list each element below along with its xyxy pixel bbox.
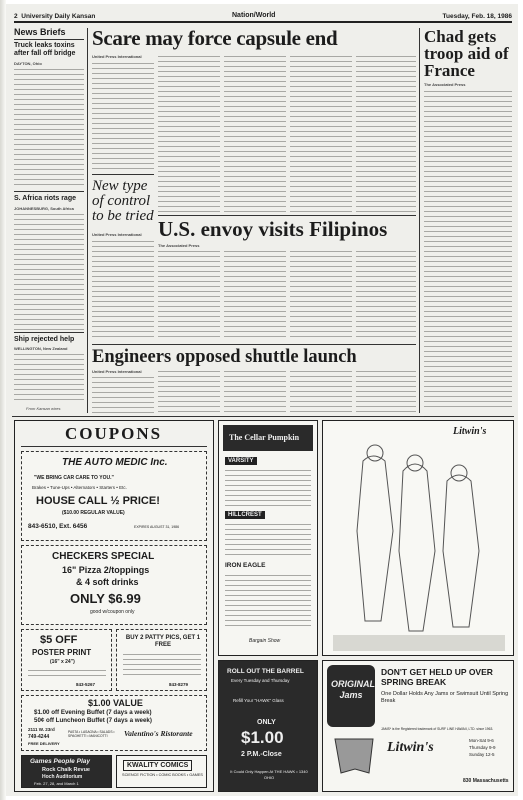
issue-date: Tuesday, Feb. 18, 1986 [442,13,512,20]
valentinos-extra: PASTA • LASAGNA • SALADS • SPAGHETTI • MANICOTTI [68,730,115,738]
swimsuit-illustration [325,733,385,789]
apparel-illustration [323,421,514,656]
auto-medic-price: ($10.00 REGULAR VALUE) [62,510,125,516]
brief-body-text [14,67,84,189]
bargain-show-label: Bargain Show [249,638,281,644]
barrel-title: ROLL OUT THE BARREL [227,668,304,675]
shuttle-body-column [92,375,154,413]
movie-listing-ad [218,420,318,656]
shuttle-body-column [290,369,352,413]
lead-body-column [158,54,220,212]
shuttle-headline: Engineers opposed shuttle launch [92,347,357,367]
auto-medic-name: THE AUTO MEDIC Inc. [62,457,168,468]
brief-headline: Truck leaks toxins after fall off bridge [14,42,76,57]
checkers-line1: 16" Pizza 2/toppings [62,565,150,575]
control-headline: New type of control to be tried [92,178,154,224]
buy2-coupon[interactable] [116,629,207,691]
paper-name: University Daily Kansan [21,13,96,20]
jams-sub: One Dollar Holds Any Jams or Swimsuit Until Spring Break [381,691,509,704]
chad-byline: The Associated Press [424,82,466,87]
games-ad [21,755,112,788]
valentinos-coupon[interactable] [21,695,207,751]
filipinos-body-column [224,249,286,341]
theater-name: VARSITY [225,457,257,465]
litwins-top-logo: Litwin's [453,426,487,437]
poster-price: $5 OFF [40,634,78,646]
control-body-text [92,239,154,341]
litwins-top-ad [322,420,514,656]
games-line2: Hoch Auditorium [42,774,83,780]
brief-headline: S. Africa riots rage [14,195,76,202]
buy2-title: BUY 2 PATTY PICS, GET 1 FREE [125,635,201,648]
poster-item: POSTER PRINT [32,648,92,657]
buy2-phone: 843-8279 [169,682,189,687]
cellar-pumpkin-banner [223,425,313,451]
chad-body-text [424,89,512,411]
page-header [14,10,512,23]
games-dates: Feb. 27, 28, and March 1 [34,781,79,786]
valentinos-line1: $1.00 off Evening Buffet (7 days a week) [34,709,152,716]
barrel-time: 2 P.M.-Close [241,751,282,758]
barrel-footer: It Could Only Happen At THE HAWK • 1340 OHIO [230,769,308,780]
brief-dateline: DAYTON, Ohio [14,61,42,66]
checkers-coupon[interactable] [21,545,207,625]
shuttle-body-column [356,369,416,413]
auto-medic-offer: HOUSE CALL ½ PRICE! [36,495,160,507]
filipinos-headline: U.S. envoy visits Filipinos [158,217,388,241]
lead-body-column [92,61,154,171]
auto-medic-expires: EXPIRES AUGUST 31, 1986 [134,525,180,529]
valentinos-note: FREE DELIVERY [28,741,60,746]
checkers-line2: & 4 soft drinks [76,577,139,587]
valentinos-title: $1.00 VALUE [88,698,143,708]
filipinos-body-column [356,249,416,341]
hawk-barrel-ad [218,660,318,792]
filipinos-body-column [158,249,220,341]
litwins-address: 830 Massachusetts [463,778,509,784]
valentinos-line2: 50¢ off Luncheon Buffet (7 days a week) [34,717,152,724]
lead-body-column [290,54,352,212]
chad-headline: Chad gets troop aid of France [424,27,509,80]
coupons-block [14,420,214,792]
litwins-hours: Sunday 12-5 [469,752,495,757]
checkers-title: CHECKERS SPECIAL [52,551,155,562]
barrel-item: Refill Your "HAWK" Glass [233,698,284,703]
theater-name: HILLCREST [225,511,265,519]
kwality-ad [116,755,207,788]
movie-title: IRON EAGLE [225,562,266,569]
poster-coupon[interactable] [21,629,112,691]
brief-dateline: JOHANNESBURG, South Africa [14,206,74,211]
kwality-sub: SCIENCE FICTION • COMIC BOOKS • GAMES [122,773,203,777]
shuttle-body-column [158,369,220,413]
news-briefs-column [14,28,84,413]
page-number: 2 [14,13,18,20]
lead-headline: Scare may force capsule end [92,26,338,50]
poster-phone: 843-5267 [76,682,96,687]
newspaper-page [6,4,518,796]
kwality-title: KWALITY COMICS [123,760,192,771]
jams-logo [327,665,375,727]
litwins-hours: Mon-Sat 9-6 [469,738,494,743]
column-rule [419,28,420,413]
jams-brand: ORIGINAL Jams [331,679,375,700]
news-briefs-title: News Briefs [14,27,66,37]
shuttle-body-column [224,369,286,413]
litwins-logo: Litwin's [387,740,434,755]
briefs-source: From Kansan wires [26,406,61,411]
shuttle-byline: United Press International [92,369,142,374]
auto-medic-coupon[interactable] [21,451,207,541]
filipinos-body-column [290,249,352,341]
jams-ad [322,660,514,792]
lead-body-column [224,54,286,212]
lead-body-column [356,54,416,212]
litwins-hours: Thursday 9-9 [469,745,496,750]
brief-body-text [14,352,84,404]
auto-medic-phone: 843-6510, Ext. 6456 [28,523,88,530]
valentinos-phone: 749-4244 [28,734,50,740]
checkers-note: good w/coupon only [90,609,135,615]
jams-fine-print: JAMS* is the Registered trademark of SURF LINE HAWAII, LTD. since 1963. [381,727,494,731]
coupons-title: COUPONS [65,424,163,443]
barrel-sub: Every Tuesday and Thursday [231,678,290,683]
column-rule [87,28,88,413]
poster-size: (16" x 24") [50,659,75,665]
brief-body-text [14,212,84,330]
figure-illustration [357,445,479,631]
control-byline: United Press International [92,232,142,237]
barrel-price: $1.00 [241,728,284,747]
cellar-pumpkin-name: The Cellar Pumpkin [229,433,300,442]
brief-dateline: WELLINGTON, New Zealand [14,346,68,351]
valentinos-name: Valentino's Ristorante [124,729,193,738]
checkers-price: ONLY $6.99 [70,591,141,606]
filipinos-byline: The Associated Press [158,243,200,248]
games-line1: Rock Chalk Revue [42,767,90,773]
games-title: Games People Play [30,758,90,765]
valentinos-address: 2111 W. 23rd [28,727,55,732]
lead-byline: United Press International [92,54,142,59]
jams-title: DON'T GET HELD UP OVER SPRING BREAK [381,667,493,687]
barrel-only: ONLY [257,719,276,726]
auto-medic-tagline: "WE BRING CAR CARE TO YOU." [34,475,114,481]
auto-medic-services: Brakes • Tune-Ups • Alternators • Starters • Etc. [32,485,127,490]
brief-headline: Ship rejected help [14,336,75,343]
section-name: Nation/World [232,12,276,19]
